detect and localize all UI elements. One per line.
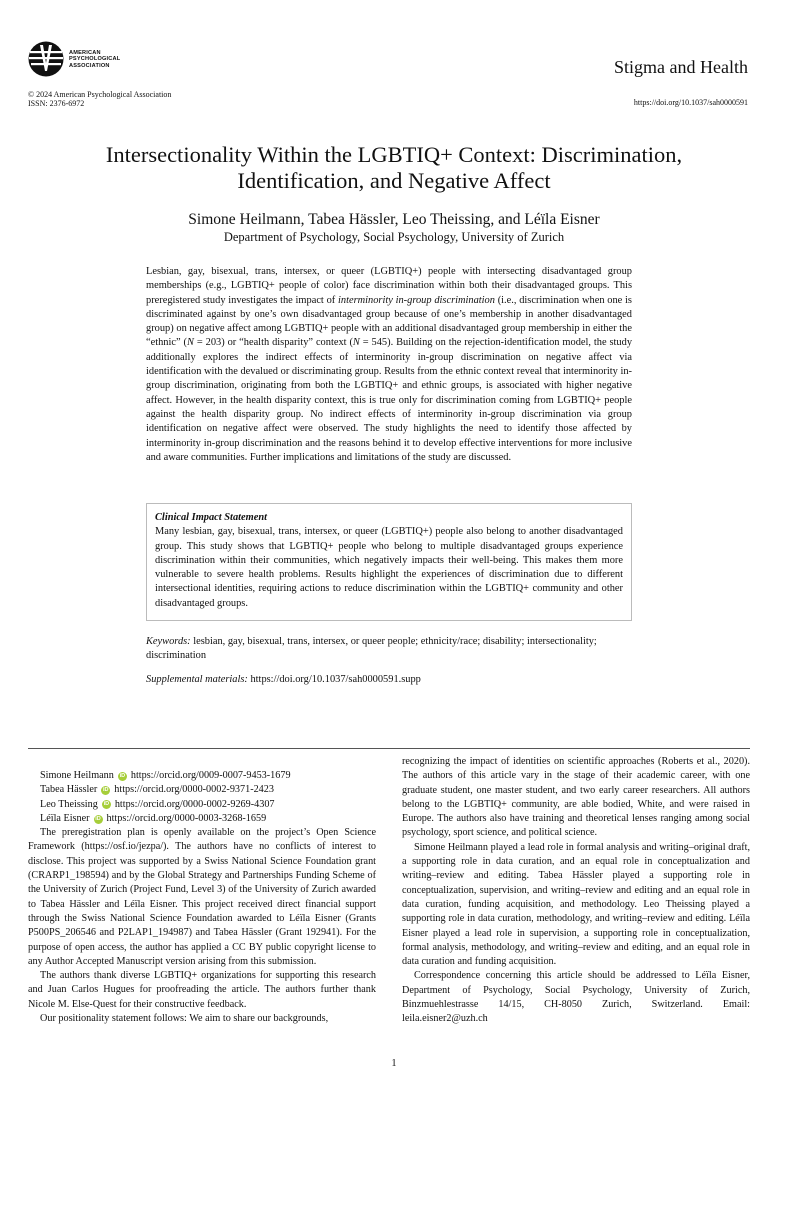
page-number: 1 — [391, 1058, 397, 1069]
apa-logo — [28, 41, 138, 79]
orcid-link[interactable]: https://orcid.org/0009-0007-9453-1679 — [130, 770, 291, 781]
footnote-column-right — [402, 755, 750, 1027]
article-title: Intersectionality Within the LGBTIQ+ Context: Discrimination, Identification, and Negative Affect — [105, 142, 683, 193]
supplemental-materials: Supplemental materials: https://doi.org/10.1037/sah0000591.supp — [146, 674, 421, 685]
orcid-entry: Léïla Eisner iD https://orcid.org/0000-0003-3268-1659 — [28, 812, 376, 826]
affiliation: Department of Psychology, Social Psychology, University of Zurich — [223, 230, 565, 244]
orcid-icon: iD — [103, 801, 110, 808]
footnote-divider — [28, 748, 750, 749]
funding-note: The preregistration plan is openly available on the project’s Open Science Framework (https://osf.io/jezpa/). The authors have no conflicts of interest to disclose. This project was supported by a Swiss National Science Foundation grant (CRARP1_198594) and by the Global Strategy and Partnerships Funding Scheme of the University of Zurich (Project Fund, Level 3) of the University of Zurich awarded to Tabea Hässler and Léïla Eisner. This project received direct financial support through the Swiss National Science Foundation awarded to Léïla Eisner (Grants P500PS_206546 and P2LAP1_194987) and Tabea Hässler (Grant 192941). For the purpose of open access, the author has applied a CC BY public copyright license to any Author Accepted Manuscript version arising from this submission. — [28, 827, 376, 967]
copyright-line: © 2024 American Psychological Association — [28, 90, 172, 99]
orcid-entry: Leo Theissing iD https://orcid.org/0000-0002-9269-4307 — [28, 798, 376, 812]
issn-line: ISSN: 2376-6972 — [28, 99, 85, 108]
clinical-impact-body: Many lesbian, gay, bisexual, trans, intersex, or queer (LGBTIQ+) people also belong to another disadvantaged group. This study shows that LGBTIQ+ people who belong to multiple disadvantaged groups experience discrimination within their communities, which negatively impacts their well-being. This makes them more vulnerable to severe health problems. Results highlight the experiences of discrimination due to different intersectional identities, requiring actions to reduce discrimination within the LGBTIQ+ community and other disadvantaged groups. — [155, 526, 623, 609]
clinical-impact-heading: Clinical Impact Statement — [155, 512, 267, 523]
orcid-entry: Tabea Hässler iD https://orcid.org/0000-0002-9371-2423 — [28, 783, 376, 797]
orcid-icon: iD — [95, 815, 101, 822]
copyright-block — [28, 90, 171, 108]
doi-link[interactable]: https://doi.org/10.1037/sah0000591 — [633, 98, 748, 107]
journal-title: Stigma and Health — [614, 57, 748, 77]
apa-wordmark: AMERICAN PSYCHOLOGICAL ASSOCIATION — [69, 50, 121, 69]
positionality-continued: recognizing the impact of identities on scientific approaches (Roberts et al., 2020). The authors of this article vary in the stage of their academic career, with one graduate student, one master student, and two early career researchers. All authors belong to the LGBTIQ+ community, are able bodied, White, and were raised in Europe. The authors also have training and theoretical lenses ranging among social psychology, sport science, and political science. — [402, 756, 750, 839]
acknowledgments-note: The authors thank diverse LGBTIQ+ organizations for supporting this research and Juan Carlos Hugues for proofreading the article. The authors further thank Nicole M. Else-Quest for their constructive feedback. — [28, 970, 376, 1010]
orcid-icon: iD — [103, 786, 109, 793]
author-list: Simone Heilmann, Tabea Hässler, Leo Theissing, and Léïla Eisner — [188, 211, 600, 228]
orcid-entry: Simone Heilmann iD https://orcid.org/0009-0007-9453-1679 — [28, 769, 376, 783]
orcid-icon: iD — [119, 772, 126, 779]
orcid-link[interactable]: https://orcid.org/0000-0002-9269-4307 — [114, 798, 275, 810]
contributions-note: Simone Heilmann played a lead role in formal analysis and writing–original draft, a supporting role in data curation, and an equal role in conceptualization and writing–review and editing. Tabea Hässler played a supporting role in conceptualization, supervision, and writing–review and editing and an equal role in data curation, funding acquisition, and methodology. Leo Theissing played a supporting role in data curation, methodology, and writing–review and editing. Léïla Eisner played a lead role in supervision, a supporting role in conceptualization, formal analysis, methodology, and writing–review and editing, and an equal role in data curation and funding acquisition. — [402, 841, 750, 968]
orcid-link[interactable]: https://orcid.org/0000-0003-3268-1659 — [106, 812, 267, 824]
positionality-note: Our positionality statement follows: We aim to share our backgrounds, — [40, 1013, 329, 1025]
keywords: Keywords: lesbian, gay, bisexual, trans, intersex, or queer people; ethnicity/race; disability; intersectionality; discrimination — [146, 636, 597, 662]
apa-emblem-icon — [28, 41, 64, 77]
footnote-column-left — [28, 769, 376, 1026]
orcid-link[interactable]: https://orcid.org/0000-0002-9371-2423 — [114, 784, 274, 796]
supplemental-link[interactable]: https://doi.org/10.1037/sah0000591.supp — [247, 674, 421, 685]
clinical-impact-box — [146, 503, 632, 621]
abstract: Lesbian, gay, bisexual, trans, intersex, or queer (LGBTIQ+) people with intersecting disadvantaged group memberships (e.g., LGBTIQ+ people of color) face discrimination within both their disadvantaged groups. This preregistered study investigates the impact of interminority in-group discrimination (i.e., discrimination when one is discriminated against by one’s own disadvantaged group because of one’s membership in another disadvantaged group) on negative affect among LGBTIQ+ people with an additional disadvantaged group membership in either the “ethnic” (N = 203) or “health disparity” context (N = 545). Building on the rejection-identification model, the study additionally explores the indirect effects of interminority in-group discrimination on negative affect via identification with the devalued or discriminating group. Results from the ethnic context reveal that interminority in-group discrimination, originating from both the LGBTIQ+ and ethnic groups, is associated with higher negative affect. However, in the health disparity context, this is true only for discrimination coming from LGBTIQ+ people against the health disparity group. No indirect effects of interminority in-group discrimination via group identification on negative affect were observed. The study highlights the need to identify those affected by interminority in-group discrimination and the reasons behind it to develop effective interventions for more inclusive and aware communities. Further implications and limitations of the study are discussed. — [146, 266, 633, 463]
correspondence-note: Correspondence concerning this article should be addressed to Léïla Eisner, Department of Psychology, Social Psychology, University of Zurich, Binzmuehlestrasse 14/15, CH-8050 Zurich, Switzerland. Email: leila.eisner2@uzh.ch — [402, 970, 750, 1025]
